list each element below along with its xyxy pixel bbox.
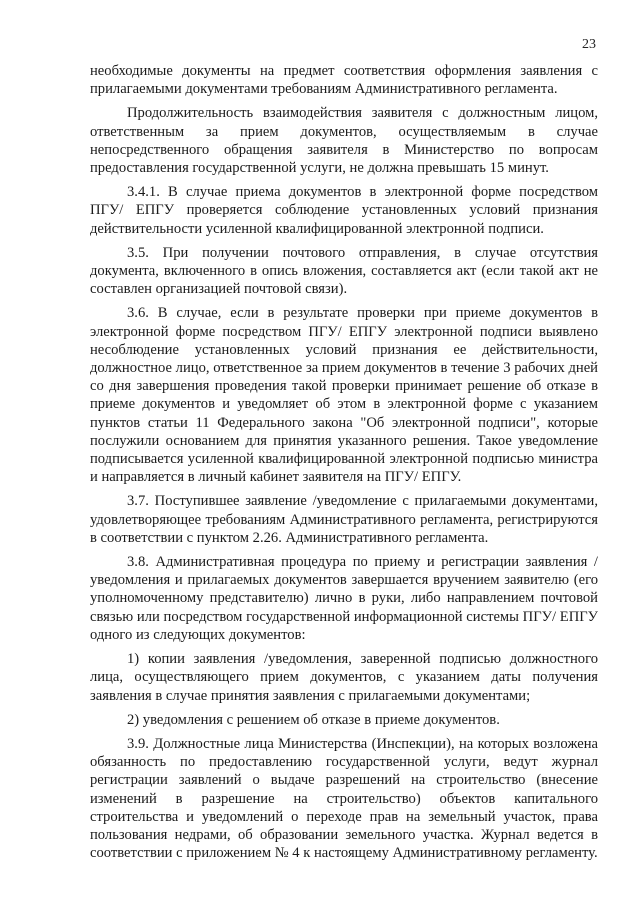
body-text <box>90 62 598 868</box>
paragraph-1: необходимые документы на предмет соответствия оформления заявления с прилагаемыми документами требованиям Административного регламента. <box>90 63 598 98</box>
paragraph-3-9: 3.9. Должностные лица Министерства (Инспекции), на которых возложена обязанность по предоставлению государственной услуги, ведут журнал регистрации заявлений о выдаче разрешений на строительство (внесение изменений в разрешение на строительство) объектов капитального строительства и уведомлений о переходе прав на земельный участок, права пользования недрами, об образовании земельного участка. Журнал ведется в соответствии с приложением № 4 к настоящему Административному регламенту. <box>90 735 598 862</box>
list-item-1: 1) копии заявления /уведомления, заверенной подписью должностного лица, осуществляющего прием документов, с указанием даты получения заявления в случае принятия заявления с прилагаемыми документами; <box>90 651 598 704</box>
paragraph-2: Продолжительность взаимодействия заявителя с должностным лицом, ответственным за прием документов, осуществляемым в случае непосредственного обращения заявителя в Министерство по вопросам предоставления государственной услуги, не должна превышать 15 минут. <box>90 105 598 177</box>
page-number: 23 <box>582 37 596 52</box>
paragraph-3-6: 3.6. В случае, если в результате проверки при приеме документов в электронной форме посредством ПГУ/ ЕПГУ электронной подписи выявлено несоблюдение установленных условий признания ее действительности, должностное лицо, ответственное за прием документов в течение 3 рабочих дней со дня завершения проведения такой проверки принимает решение об отказе в приеме документов и уведомляет об этом в электронной форме с указанием пунктов статьи 11 Федерального закона "Об электронной подписи", которые послужили основанием для принятия указанного решения. Такое уведомление подписывается усиленной квалифицированной электронной подписью министра и направляется в личный кабинет заявителя на ПГУ/ ЕПГУ. <box>90 305 598 486</box>
paragraph-3-7: 3.7. Поступившее заявление /уведомление с прилагаемыми документами, удовлетворяющее требованиям Административного регламента, регистрируются в соответствии с пунктом 2.26. Административного регламента. <box>90 493 598 546</box>
list-item-2: 2) уведомления с решением об отказе в приеме документов. <box>127 711 500 728</box>
paragraph-3-5: 3.5. При получении почтового отправления, в случае отсутствия документа, включенного в опись вложения, составляется акт (если такой акт не составлен организацией почтовой связи). <box>90 244 598 298</box>
paragraph-3-8: 3.8. Административная процедура по приему и регистрации заявления /уведомления и прилагаемых документов завершается вручением заявителю (его уполномоченному представителю) лично в руки, либо направлением почтовой связью или посредством государственной информационной системы ПГУ/ ЕПГУ одного из следующих документов: <box>90 554 598 643</box>
paragraph-3-4-1: 3.4.1. В случае приема документов в электронной форме посредством ПГУ/ ЕПГУ проверяется соблюдение установленных условий признания действительности усиленной квалифицированной электронной подписи. <box>90 184 598 237</box>
